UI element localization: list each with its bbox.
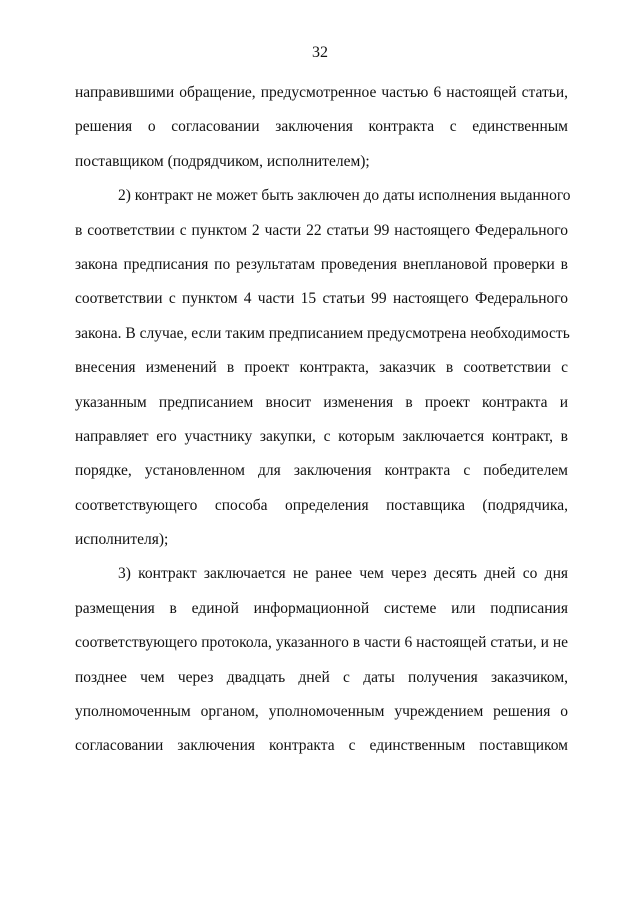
text-line: 2) контракт не может быть заключен до даты исполнения выданного <box>118 187 571 205</box>
text-line: закона. В случае, если таким предписанием предусмотрена необходимость <box>75 324 570 342</box>
text-line: соответствующего способа определения поставщика (подрядчика, <box>75 496 568 514</box>
text-line: порядке, установленном для заключения контракта с победителем <box>75 462 568 480</box>
text-line: внесения изменений в проект контракта, заказчик в соответствии с <box>75 359 568 377</box>
text-line: размещения в единой информационной системе или подписания <box>75 599 568 617</box>
text-line: поставщиком (подрядчиком, исполнителем); <box>75 152 370 170</box>
text-line: уполномоченным органом, уполномоченным учреждением решения о <box>75 703 568 721</box>
text-line: исполнителя); <box>75 531 169 549</box>
text-line: 3) контракт заключается не ранее чем через десять дней со дня <box>118 565 568 583</box>
text-line: соответствии с пунктом 4 части 15 статьи 99 настоящего Федерального <box>75 290 568 308</box>
text-line: направляет его участнику закупки, с которым заключается контракт, в <box>75 427 568 445</box>
text-line: решения о согласовании заключения контракта с единственным <box>75 118 568 136</box>
page-number: 32 <box>312 44 328 61</box>
text-line: позднее чем через двадцать дней с даты получения заказчиком, <box>75 668 568 686</box>
text-line: согласовании заключения контракта с единственным поставщиком <box>75 737 568 755</box>
text-line: направившими обращение, предусмотренное частью 6 настоящей статьи, <box>75 84 568 101</box>
text-line: соответствующего протокола, указанного в части 6 настоящей статьи, и не <box>75 634 568 652</box>
text-line: в соответствии с пунктом 2 части 22 статьи 99 настоящего Федерального <box>75 221 568 239</box>
document-body <box>75 76 571 764</box>
text-line: указанным предписанием вносит изменения в проект контракта и <box>75 393 568 411</box>
text-line: закона предписания по результатам проведения внеплановой проверки в <box>75 255 568 273</box>
